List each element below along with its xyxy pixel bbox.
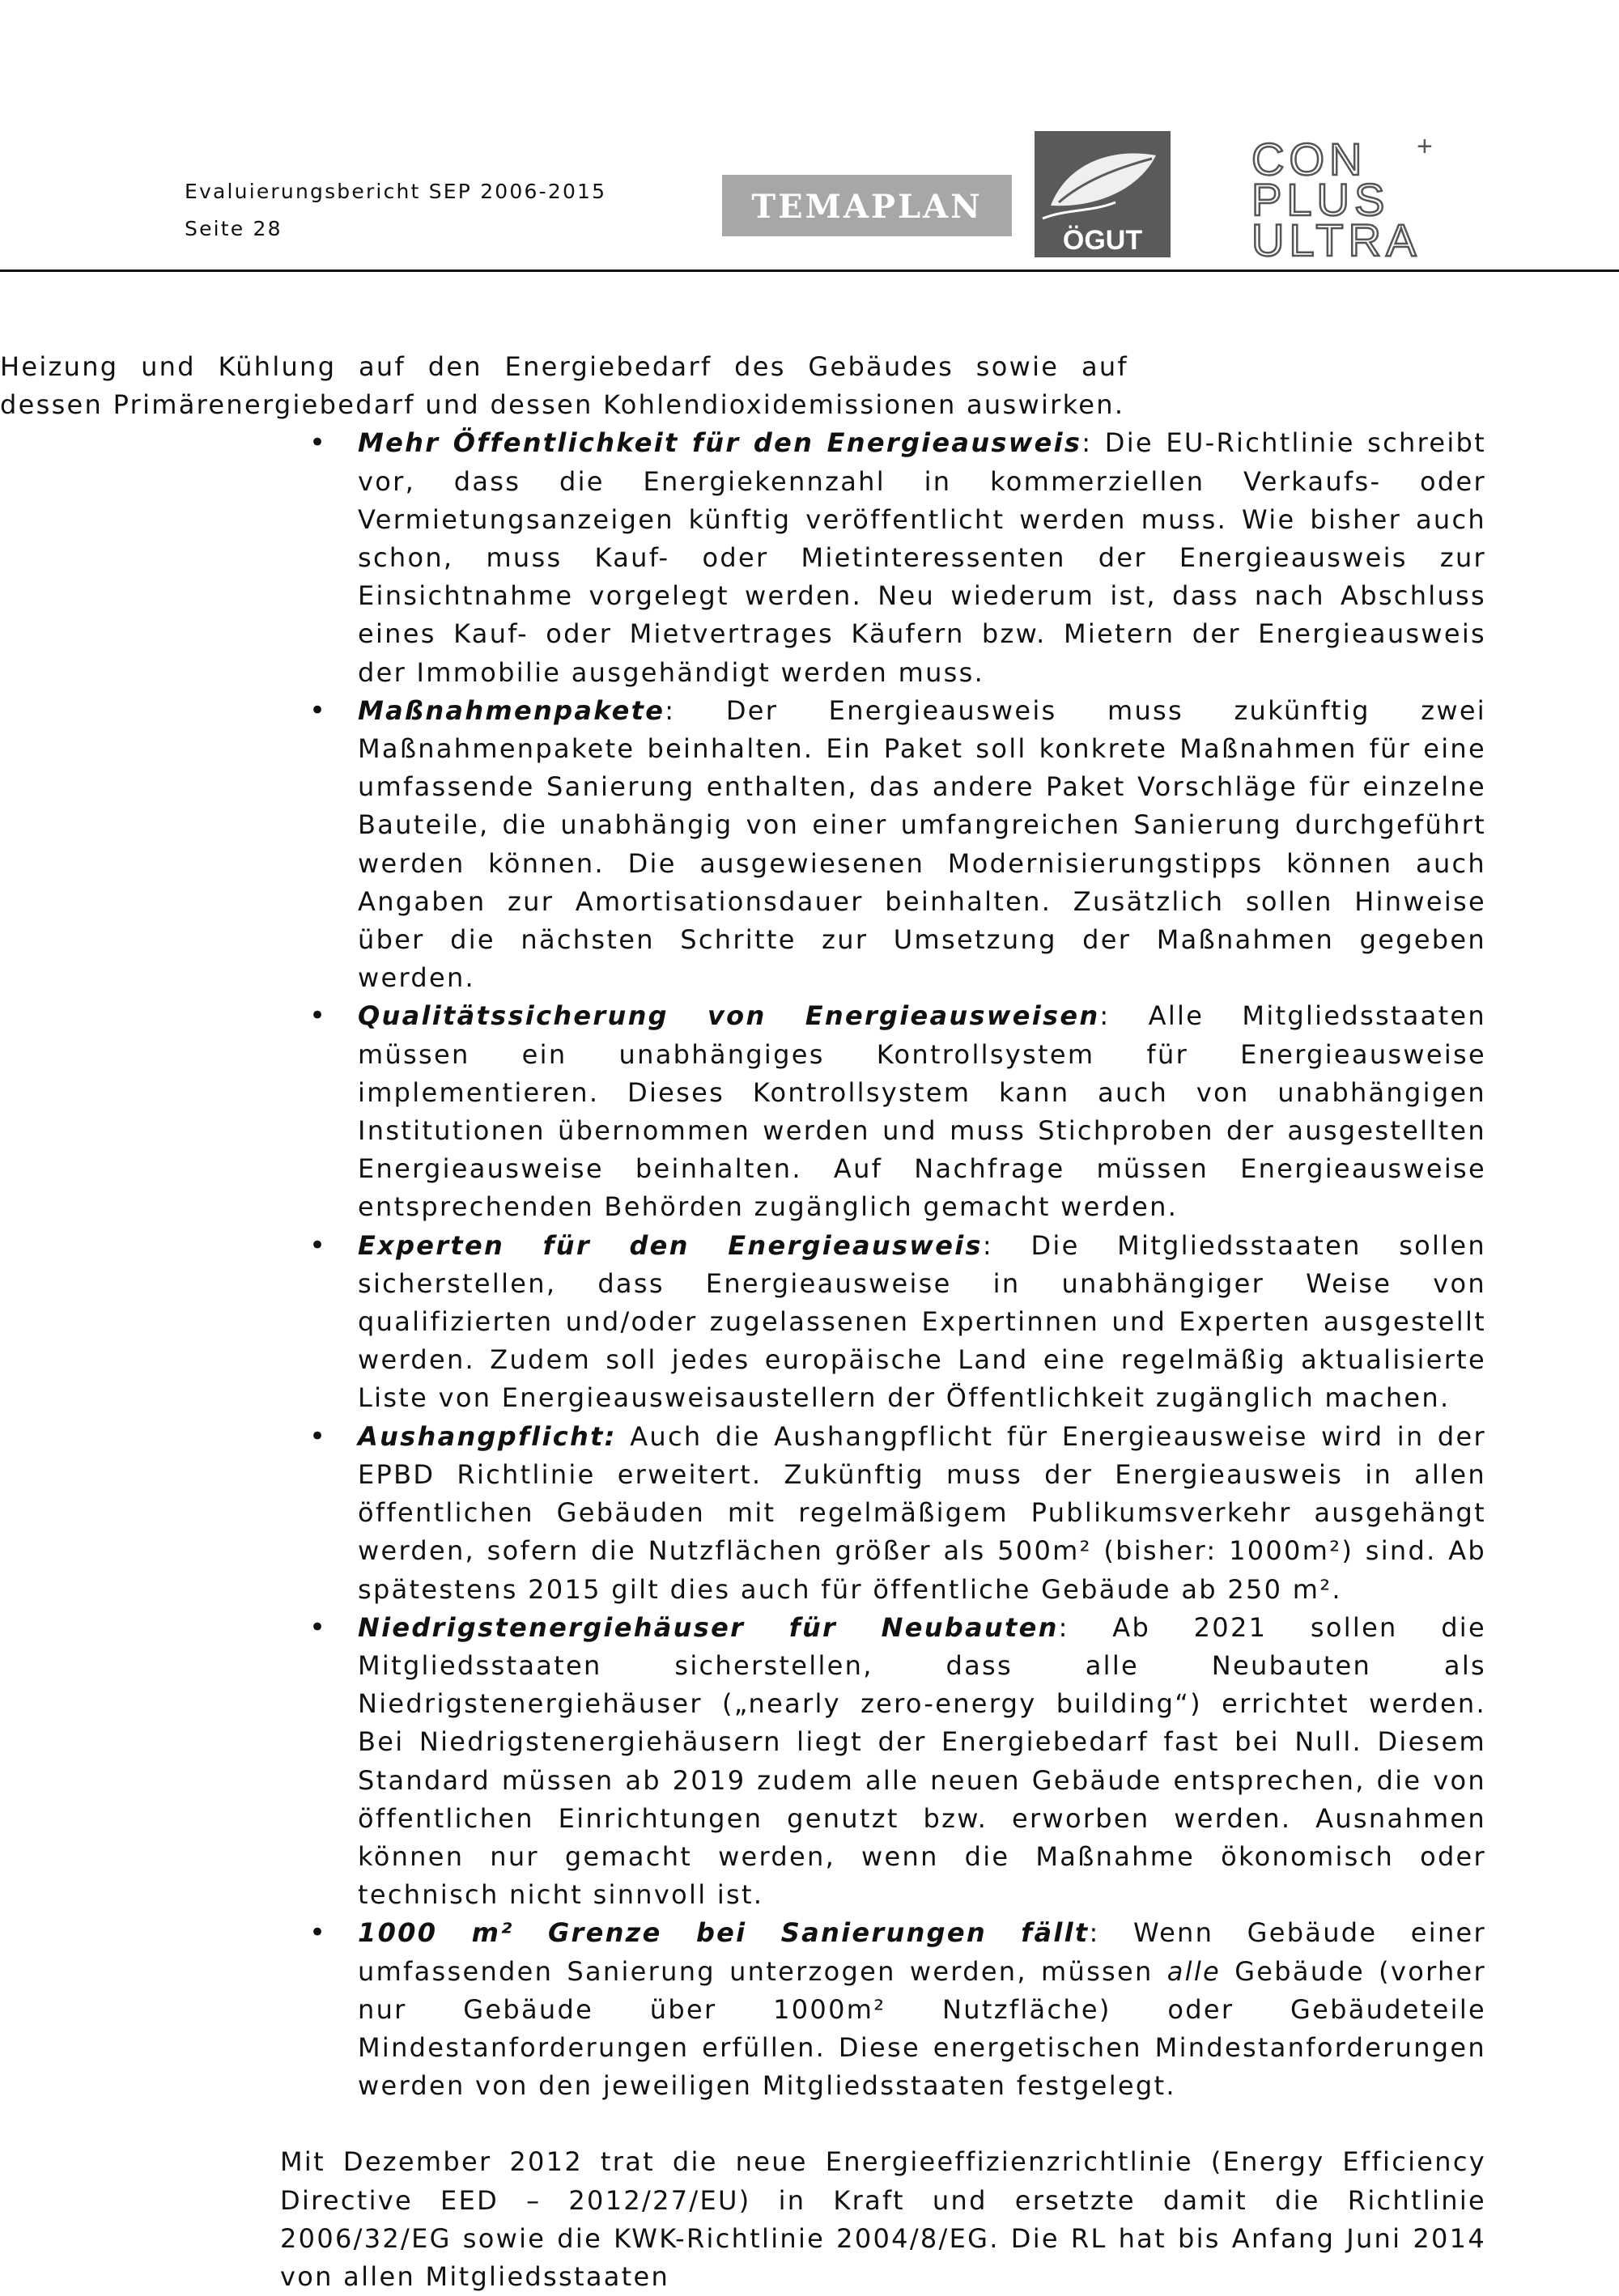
bullet-marker: • — [309, 427, 328, 460]
bullet-text-emphasis: alle — [1166, 1955, 1222, 1987]
page-number: Seite 28 — [185, 217, 283, 240]
bullet-heading: Niedrigstenergiehäuser für Neubauten — [358, 1611, 1059, 1643]
bullet-marker: • — [309, 1916, 328, 1950]
bullet-heading: Qualitätssicherung von Energieausweisen — [358, 1000, 1100, 1032]
bullet-marker: • — [309, 1611, 328, 1644]
ogut-logo-text: ÖGUT — [1062, 225, 1143, 256]
temaplan-logo: TEMAPLAN — [722, 175, 1012, 236]
list-item — [309, 1227, 1486, 1418]
bullet-heading: Aushangpflicht: — [358, 1420, 617, 1452]
list-item — [309, 1609, 1486, 1915]
bullet-text: : Der Energieausweis muss zukünftig zwei Maßnahmenpakete beinhalten. Ein Paket soll konkrete Maßnahmen für eine umfassende Sanierung enthalten, das andere Paket Vorschläge für einzelne Bauteile, die unabhängig von einer umfangreichen Sanierung durchgeführt werden können. Die ausgewiesenen Modernisierungstipps können auch Angaben zur Amortisationsdauer beinhalten. Zusätzlich sollen Hinweise über die nächsten Schritte zur Umsetzung der Maßnahmen gegeben werden. — [358, 694, 1486, 994]
bullet-text: : Alle Mitgliedsstaaten müssen ein unabhängiges Kontrollsystem für Energieausweise implementieren. Dieses Kontrollsystem kann auch von unabhängigen Institutionen übernommen werden und muss Stichproben der ausgestellten Energieausweise beinhalten. Auf Nachfrage müssen Energieausweise entsprechenden Behörden zugänglich gemacht werden. — [358, 1000, 1486, 1223]
bullet-marker: • — [309, 1229, 328, 1262]
bullet-heading: Experten für den Energieausweis — [358, 1229, 983, 1261]
page-header — [0, 0, 1619, 275]
bullet-text: : Die Mitgliedsstaaten sollen sicherstellen, dass Energieausweise in unabhängiger Weise von qualifizierten und/oder zugelassenen Expertinnen und Experten ausgestellt werden. Zudem soll jedes europäische Land eine regelmäßig aktualisierte Liste von Energieausweisaustellern der Öffentlichkeit zugänglich machen. — [358, 1229, 1486, 1414]
bullet-text: : Ab 2021 sollen die Mitgliedsstaaten sicherstellen, dass alle Neubauten als Niedrigstenergiehäuser („nearly zero-energy building“) errichtet werden. Bei Niedrigstenergiehäusern liegt der Energiebedarf fast bei Null. Diesem Standard müssen ab 2019 zudem alle neuen Gebäude entsprechen, die von öffentlichen Einrichtungen genutzt bzw. erworben werden. Ausnahmen können nur gemacht werden, wenn die Maßnahme ökonomisch oder technisch nicht sinnvoll ist. — [358, 1611, 1486, 1911]
closing-paragraph: Mit Dezember 2012 trat die neue Energieeffizienzrichtlinie (Energy Efficiency Directive EED – 2012/27/EU) in Kraft und ersetzte damit die Richtlinie 2006/32/EG sowie die KWK-Richtlinie 2004/8/EG. Die RL hat bis Anfang Juni 2014 von allen Mitgliedsstaaten — [280, 2146, 1486, 2292]
bullet-marker: • — [309, 694, 328, 727]
list-item — [309, 692, 1486, 998]
bullet-text: : Die EU-Richtlinie schreibt vor, dass die Energiekennzahl in kommerziellen Verkaufs- oder Vermietungsanzeigen künftig veröffentlicht werden muss. Wie bisher auch schon, muss Kauf- oder Mietinteressenten der Energieausweis zur Einsichtnahme vorgelegt werden. Neu wiederum ist, dass nach Abschluss eines Kauf- oder Mietvertrages Käufern bzw. Mietern der Energieausweis der Immobilie ausgehändigt werden muss. — [358, 427, 1486, 688]
conplusultra-plus: + — [1417, 136, 1433, 162]
bullet-heading: 1000 m² Grenze bei Sanierungen fällt — [358, 1917, 1090, 1949]
continuation-text: Heizung und Kühlung auf den Energiebedarf des Gebäudes sowie auf dessen Primärenergiebedarf und dessen Kohlendioxidemissionen auswirken. — [0, 351, 1128, 421]
list-item — [309, 1914, 1486, 2105]
page-body — [0, 348, 1619, 2296]
ogut-logo — [1035, 131, 1171, 257]
bullet-text: Auch die Aushangpflicht für Energieausweise wird in der EPBD Richtlinie erweitert. Zukünftig muss der Energieausweis in allen öffentlichen Gebäuden mit regelmäßigem Publikumsverkehr ausgehängt werden, sofern die Nutzflächen größer als 500m² (bisher: 1000m²) sind. Ab spätestens 2015 gilt dies auch für öffentliche Gebäude ab 250 m². — [358, 1420, 1486, 1605]
conplusultra-line-3: ULTRA — [1251, 214, 1421, 261]
bullet-heading: Mehr Öffentlichkeit für den Energieausweis — [358, 427, 1082, 459]
list-item — [309, 997, 1486, 1226]
report-title: Evaluierungsbericht SEP 2006-2015 — [185, 180, 607, 203]
bullet-heading: Maßnahmenpakete — [358, 694, 665, 726]
bullet-marker: • — [309, 1420, 328, 1453]
header-divider — [0, 269, 1619, 272]
conplusultra-line-1: CON — [1251, 136, 1367, 185]
list-item — [309, 1418, 1486, 1609]
bullet-text: : Wenn Gebäude einer umfassenden Sanierung unterzogen werden, müssen — [358, 1917, 1486, 1987]
conplusultra-logo — [1247, 136, 1449, 261]
conplusultra-line-2: PLUS — [1251, 174, 1390, 225]
list-item — [309, 424, 1486, 691]
bullet-list — [0, 424, 1619, 2105]
bullet-marker: • — [309, 999, 328, 1033]
bullet-text: Gebäude (vorher nur Gebäude über 1000m² Nutzfläche) oder Gebäudeteile Mindestanforderungen erfüllen. Diese energetischen Mindestanforderungen werden von den jeweiligen Mitgliedsstaaten festgelegt. — [358, 1955, 1486, 2102]
